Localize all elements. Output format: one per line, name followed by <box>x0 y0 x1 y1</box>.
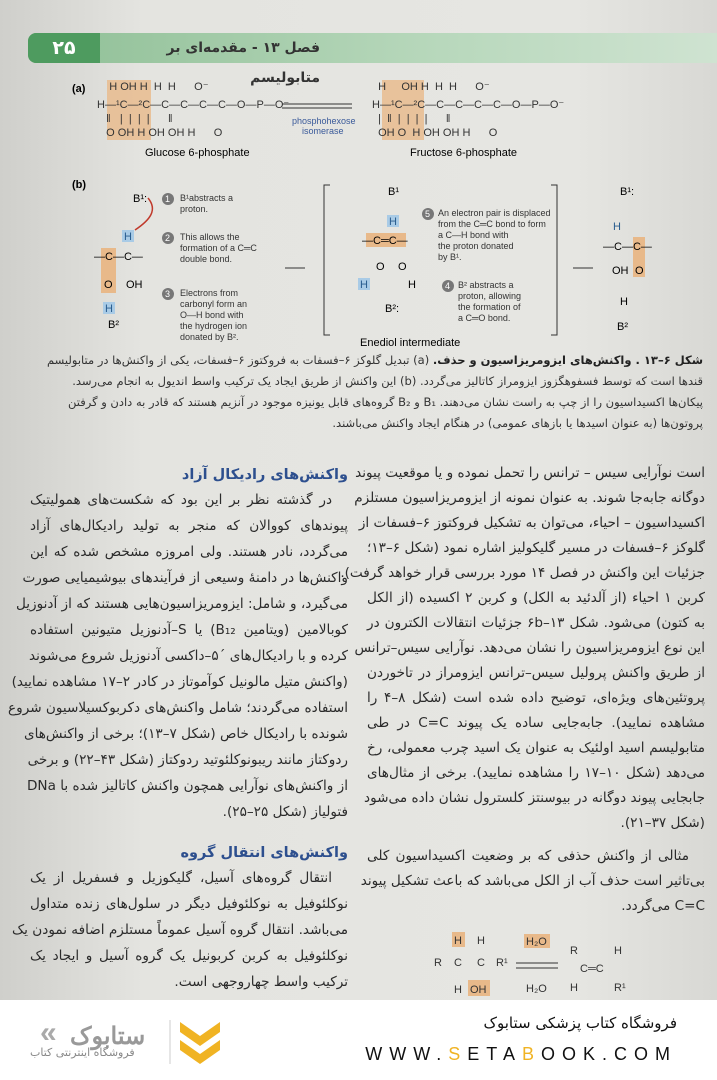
svg-text:Electrons from: Electrons from <box>180 288 239 298</box>
svg-text:H OH H H H O⁻: H OH H H H O⁻ <box>97 81 209 93</box>
bracket-left <box>324 185 330 335</box>
svg-text:H: H <box>570 982 578 994</box>
svg-text:O: O <box>104 279 113 291</box>
page-number: ۲۵ <box>28 33 100 63</box>
svg-text:donated by B².: donated by B². <box>180 332 239 342</box>
svg-text:H₂O: H₂O <box>526 983 547 995</box>
svg-text:ستابوک: ستابوک <box>70 1023 146 1050</box>
step-annotations <box>162 193 551 342</box>
svg-text:B¹: B¹ <box>388 186 399 198</box>
svg-text:B² abstracts a: B² abstracts a <box>458 280 514 290</box>
svg-text:H: H <box>477 935 485 947</box>
glucose-label: Glucose 6-phosphate <box>145 147 250 159</box>
paragraph-line: انتقال گروه‌های آسیل، گلیکوزیل و فسفریل از یک <box>30 870 332 886</box>
paragraph-line: فتولیاز (شکل ۲۵–۲۵). <box>222 804 348 820</box>
paragraph-line: کرده و با رادیکال‌های ´۵–داکسی آدنوزیل شروع می‌شوند <box>29 648 348 664</box>
svg-text:B¹abstracts a: B¹abstracts a <box>180 193 234 203</box>
svg-text:4: 4 <box>445 281 451 291</box>
svg-text:the formation of: the formation of <box>458 302 521 312</box>
paragraph-line: از واکنش‌های نوآرایی همچون واکنش کاتالیز شده با DNa <box>26 778 348 794</box>
paragraph-line: در گذشته نظر بر این بود که شکست‌های همولیتیک <box>30 492 332 508</box>
figure-isomerization <box>0 70 717 350</box>
logo-subtitle: فروشگاه اینترنتی کتاب <box>30 1046 135 1059</box>
store-footer <box>0 1000 717 1080</box>
svg-text:a C—H bond with: a C—H bond with <box>438 230 509 240</box>
paragraph-line: جزئیات این واکنش در فصل ۱۴ مورد بررسی قرار خواهد گرفت). <box>340 565 705 581</box>
svg-text:B¹:: B¹: <box>133 193 148 205</box>
svg-text:O: O <box>376 261 385 273</box>
intermediate-label: Enediol intermediate <box>360 337 461 349</box>
paragraph-line: پیوندهای کووالان که منجر به تولید رادیکال‌های آزاد <box>30 518 348 534</box>
paragraph-line: گلوکز ۶–فسفات در مسیر گلیکولیز اشاره نمود (شکل ۶–۱۳؛ <box>367 540 705 556</box>
svg-text:from the C═C bond to form: from the C═C bond to form <box>438 219 546 229</box>
svg-text:OH O H OH OH H O: OH O H OH OH H O <box>372 127 498 139</box>
glucose-structure <box>97 81 289 139</box>
fructose-structure <box>372 81 564 139</box>
paragraph-line: ردوکتاز مانند ریبونوکلئوتید ردوکتاز (شکل ۴۳–۲۲) و برخی <box>27 752 348 768</box>
paragraph-line: کوبالامین (ویتامین B₁₂) یا S–آدنوزیل متیونین استفاده <box>30 622 348 638</box>
right-column <box>340 461 706 919</box>
svg-text:the hydrogen ion: the hydrogen ion <box>180 321 248 331</box>
paragraph-line: به کتون) می‌شود. شکل ۶b–۱۳ جزئیات انتقالات الکترون در <box>367 615 705 631</box>
svg-text:H: H <box>454 984 462 996</box>
svg-text:B²: B² <box>108 319 119 331</box>
paragraph-line: می‌گردد، نادر هستند. ولی امروزه مشخص شده که این <box>30 544 348 560</box>
paragraph-line: از طریق واکنش پرولیل سیس–ترانس ایزومراز در تاخوردن <box>367 665 705 681</box>
paragraph-line: کربن ۱ احیاء (از آلدئید به الکل) و کربن ۲ اکسیده (از الکل <box>367 590 705 606</box>
part-b-label: (b) <box>72 179 87 191</box>
paragraph-line: اکسیداسیون – احیاء، می‌توان به تشکیل فروکتوز ۶–فسفات از <box>358 515 705 531</box>
svg-text:a C═O bond.: a C═O bond. <box>458 313 511 323</box>
svg-text:—C—C—: —C—C— <box>603 241 652 253</box>
section-heading-free-radical: واکنش‌های رادیکال آزاد <box>181 467 348 483</box>
svg-text:H OH H H H O⁻: H OH H H H O⁻ <box>372 81 490 93</box>
paragraph-line: جابجایی پیوند دوگانه در بیوسنتز کلسترول نشان داده می‌شود <box>364 790 705 806</box>
svg-text:OH: OH <box>612 265 629 277</box>
svg-text:H₂O: H₂O <box>526 936 547 948</box>
svg-text:This allows the: This allows the <box>180 232 240 242</box>
paragraph-line: ترکیب واسط چهاروجهی است. <box>174 974 348 990</box>
svg-text:C: C <box>477 957 485 969</box>
svg-text:B²: B² <box>617 321 628 333</box>
svg-text:double bond.: double bond. <box>180 254 233 264</box>
svg-text:carbonyl form an: carbonyl form an <box>180 299 248 309</box>
svg-text:H: H <box>614 945 622 957</box>
paragraph-line: دوگانه جابه‌جا شوند. به عنوان نمونه از ایزومریزاسیون مستلزم <box>354 490 705 506</box>
svg-text:An electron pair is displaced: An electron pair is displaced <box>438 208 551 218</box>
paragraph-line: بی‌تاثیر است حذف آب از الکل می‌باشد که باعث تشکیل پیوند <box>360 873 705 889</box>
paragraph-line: مشاهده نمایید). جابه‌جایی ساده یک پیوند C=C در طی <box>367 715 705 731</box>
svg-text:the proton donated: the proton donated <box>438 241 514 251</box>
svg-text:H: H <box>620 296 628 308</box>
svg-text:H: H <box>360 279 368 291</box>
svg-text:H: H <box>408 279 416 291</box>
svg-text:R: R <box>570 945 578 957</box>
paragraph-line: می‌گیرد، و شامل: ایزومریزاسیون‌هایی هستند که از آدنوزیل <box>15 596 348 612</box>
paragraph-line: این نوع ایزومریزاسیون را نشان می‌دهد. نوآرایی سیس–ترانس <box>354 640 705 656</box>
paragraph-line: می‌دهد (شکل ۱۰–۱۷ را مشاهده نمایید). برخی از مثال‌های <box>367 765 705 781</box>
svg-text:5: 5 <box>425 209 431 219</box>
svg-text:O OH H OH OH H O: O OH H OH OH H O <box>97 127 223 139</box>
svg-text:2: 2 <box>165 233 171 243</box>
paragraph-line: (واکنش متیل مالونیل کوآموتاز در کادر ۲–۱۷ مشاهده نمایید) <box>11 674 348 690</box>
svg-text:OH: OH <box>470 984 487 996</box>
svg-text:—C—C—: —C—C— <box>94 251 143 263</box>
svg-text:3: 3 <box>165 289 171 299</box>
svg-text:‖ | | | | ‖: ‖ | | | | ‖ <box>97 113 173 125</box>
left-column <box>8 463 348 995</box>
section-heading-group-transfer: واکنش‌های انتقال گروه <box>180 845 348 861</box>
paragraph-line: نوکلئوفیل به نوکلئوفیل دیگر در سلول‌های زنده متداول <box>30 896 348 912</box>
paragraph-line: واکنش‌ها در دامنهٔ وسیعی از فرآیندهای بیوشیمیایی صورت <box>22 570 348 586</box>
svg-text:formation of a C═C: formation of a C═C <box>180 243 257 253</box>
enzyme-label: phosphohexose <box>292 116 356 126</box>
svg-text:R¹: R¹ <box>614 982 626 994</box>
paragraph-line: استفاده می‌گردند؛ شامل واکنش‌های دکربوکسیلاسیون شروع <box>8 700 348 716</box>
svg-text:O: O <box>635 265 644 277</box>
paragraph-line: می‌باشد. انتقال گروه آسیل عموماً مستلزم اضافه نمودن یک <box>12 922 348 938</box>
svg-text:B¹:: B¹: <box>620 186 635 198</box>
svg-text:H—¹C—²C—C—C—C—C—O—P—O⁻: H—¹C—²C—C—C—C—C—O—P—O⁻ <box>97 99 290 111</box>
svg-text:H: H <box>105 303 113 315</box>
enzyme-label: isomerase <box>302 126 344 136</box>
svg-text:H—¹C—²C—C—C—C—C—O—P—O⁻: H—¹C—²C—C—C—C—C—O—P—O⁻ <box>372 99 565 111</box>
paragraph-line: (شکل ۳۷–۲۱). <box>620 815 705 831</box>
chapter-title: فصل ۱۳ - مقدمه‌ای بر متابولیسم <box>166 40 320 86</box>
svg-text:H: H <box>124 231 132 243</box>
svg-text:| ‖ | | | | ‖: | ‖ | | | | ‖ <box>372 113 451 125</box>
caption-label: شکل ۶–۱۳ . واکنش‌های ایزومریزاسیون و حذف. <box>432 353 703 367</box>
svg-text:by B¹.: by B¹. <box>438 252 462 262</box>
paragraph-line: است نوآرایی سیس – ترانس را تحمل نموده و یا موقعیت پیوند <box>355 465 705 481</box>
paragraph-line: متابولیسم اسید اولئیک به عنوان یک اسید چرب معمولی، رخ <box>367 740 705 756</box>
paragraph-line: پروتئین‌های ویژه‌ای، توضیح داده شده است (شکل ۸–۴ را <box>367 690 706 706</box>
setabook-logo-icon <box>30 1012 230 1072</box>
svg-text:B²:: B²: <box>385 303 400 315</box>
svg-text:R¹: R¹ <box>496 957 508 969</box>
svg-text:1: 1 <box>165 194 171 204</box>
part-a-label: (a) <box>72 83 86 95</box>
bracket-right <box>551 185 557 335</box>
svg-text:C: C <box>454 957 462 969</box>
paragraph-line: نوکلئوفیل به کربن کربونیل یک گروه آسیل و ایجاد یک <box>30 948 348 964</box>
svg-text:C═C: C═C <box>580 963 604 975</box>
store-url[interactable]: WWW.SETABOOK.COM <box>365 1044 677 1064</box>
svg-text:O—H bond with: O—H bond with <box>180 310 244 320</box>
paragraph-line: شونده با رادیکال خاص (شکل ۷–۱۳)؛ برخی از واکنش‌های <box>23 726 348 742</box>
svg-text:H: H <box>454 935 462 947</box>
svg-text:—C═C—: —C═C— <box>362 235 408 247</box>
svg-text:proton, allowing: proton, allowing <box>458 291 522 301</box>
svg-text:R: R <box>434 957 442 969</box>
paragraph-line: C=C می‌گردد. <box>621 898 705 914</box>
fructose-label: Fructose 6-phosphate <box>410 147 518 159</box>
svg-text:H: H <box>389 216 397 228</box>
dehydration-equation <box>420 928 680 1000</box>
figure-caption: شکل ۶–۱۳ . واکنش‌های ایزومریزاسیون و حذف. (a) تبدیل گلوکز ۶–فسفات به فروکتوز ۶–فسفات، یکی از واکنش‌ها در متابولیسم قندها است که توسط فسفوهگزوز ایزومراز کاتالیز می‌گردد. (b) این واکنش از طریق ایجاد یک ترکیب واسط اندیول به انجام می‌رسد. پیکان‌ها اکسیداسیون را از چپ به راست نشان می‌دهند. B₁ و B₂ گروه‌های قابل یونیزه موجود در آنزیم هستند که قادر به دادن و گرفتن پروتون‌ها (به عنوان اسیدها یا بازهای عمومی) در هنگام ایجاد واکنش می‌باشند. <box>47 353 703 430</box>
svg-text:proton.: proton. <box>180 204 209 214</box>
svg-text:«: « <box>40 1016 57 1049</box>
svg-text:OH: OH <box>126 279 143 291</box>
paragraph-line: مثالی از واکنش حذفی که بر وضعیت اکسیداسیون کلی <box>367 848 689 864</box>
shop-name: فروشگاه کتاب پزشکی ستابوک <box>483 1014 677 1032</box>
svg-text:O: O <box>398 261 407 273</box>
svg-text:H: H <box>613 221 621 233</box>
